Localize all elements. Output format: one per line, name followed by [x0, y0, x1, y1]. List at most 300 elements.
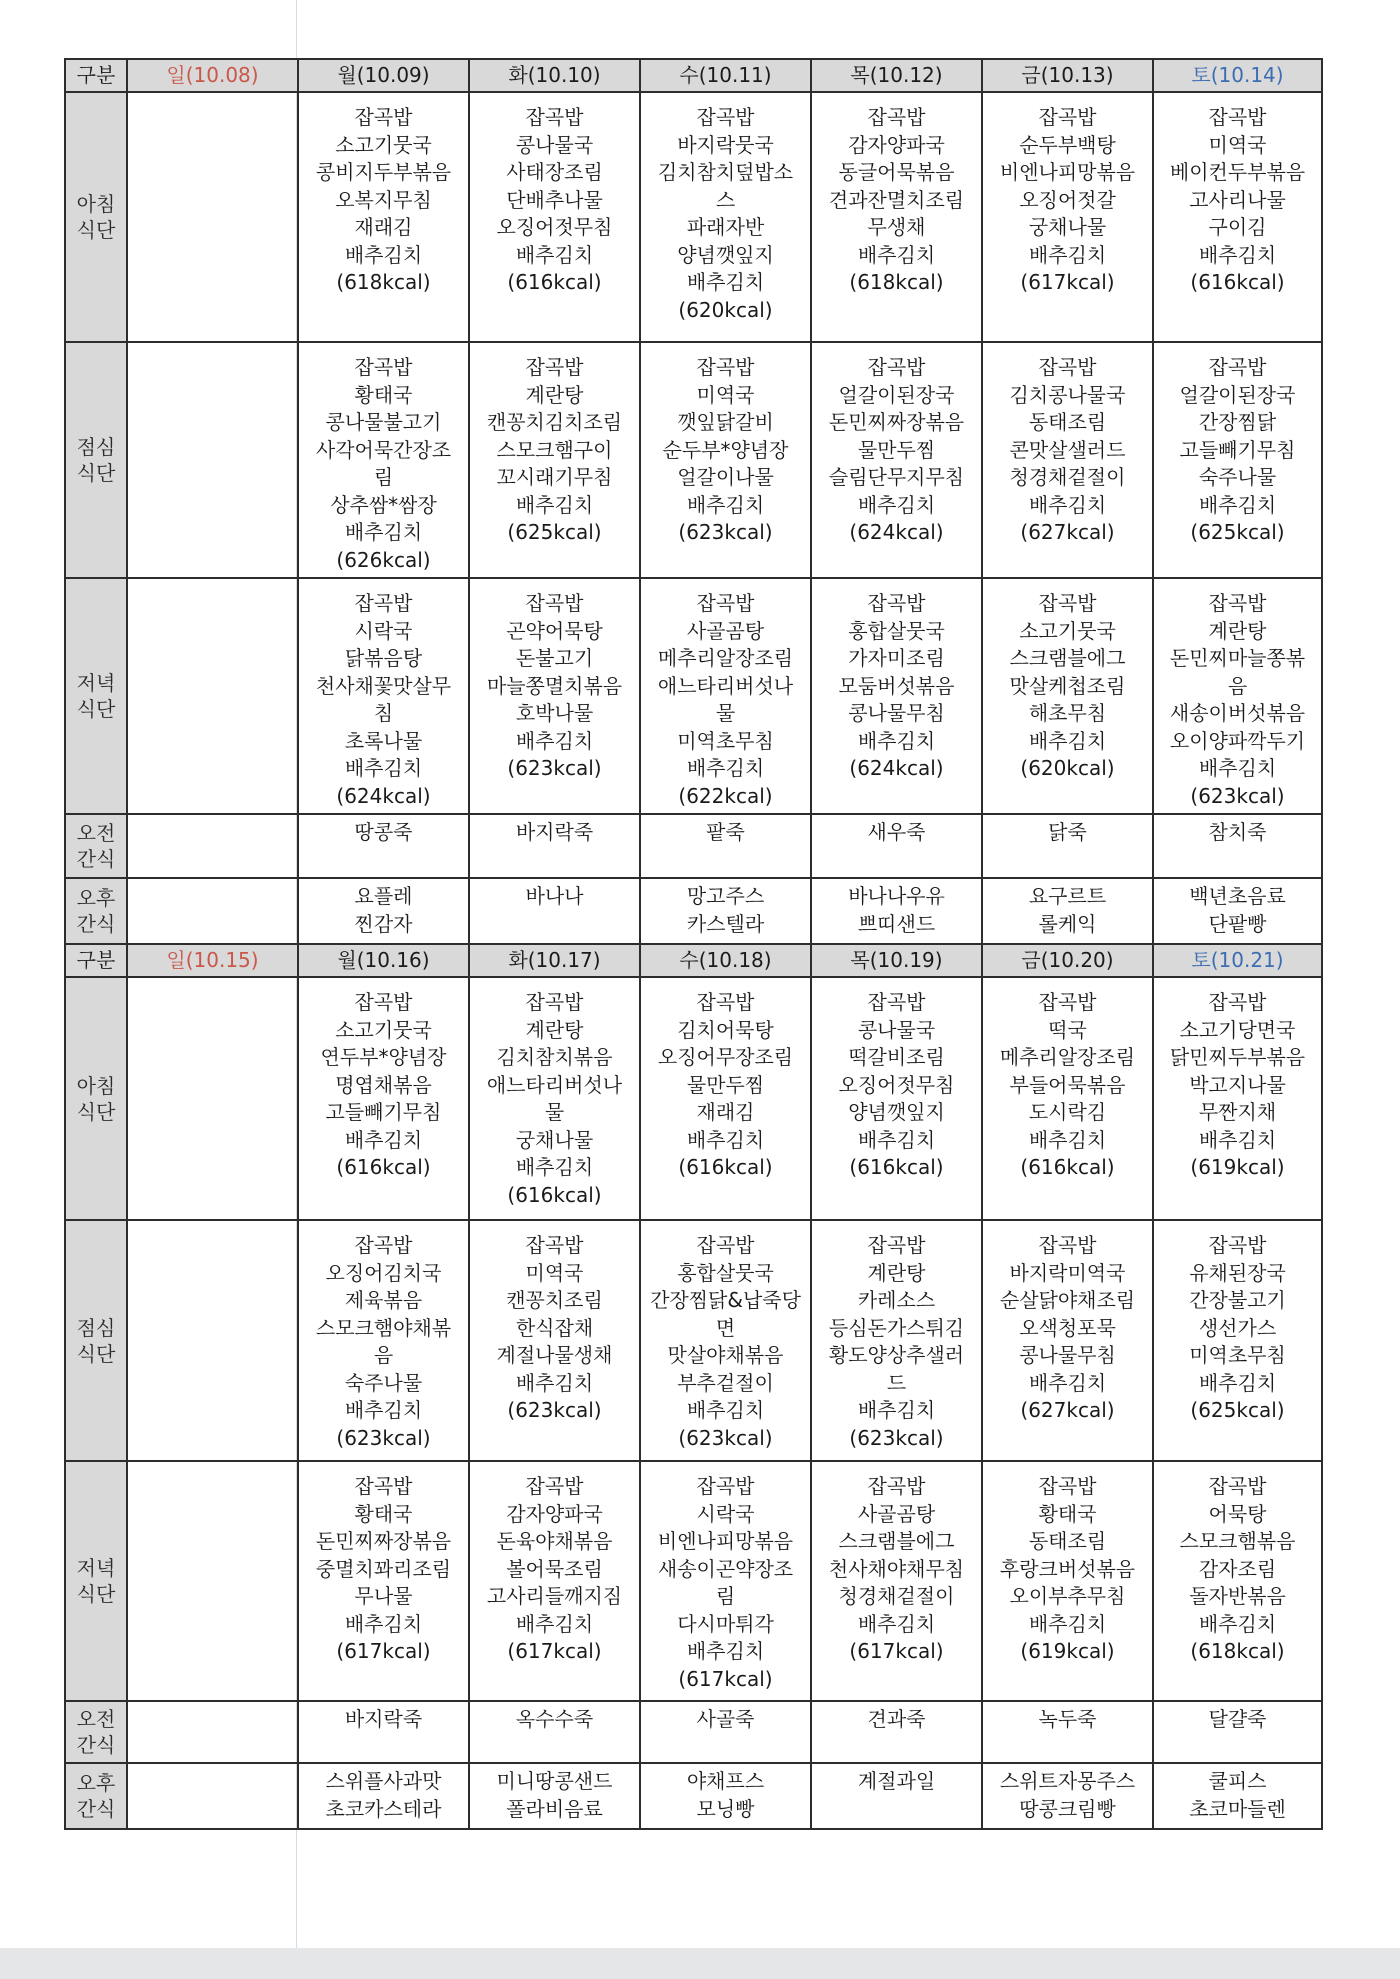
menu-item-list [641, 815, 810, 847]
menu-item: 오징어젓무침 [838, 1072, 955, 1097]
meal-label [65, 342, 127, 578]
menu-item: 배추김치 [857, 242, 936, 267]
menu-item: 잡곡밥 [867, 1474, 926, 1498]
menu-item-list [641, 343, 810, 547]
meal-menu-table [64, 58, 1323, 1830]
menu-item: 돈민찌마늘쫑볶 [1169, 646, 1306, 670]
day-header: 금(10.20) [982, 944, 1153, 977]
meal-label-line: 간식 [76, 912, 116, 936]
menu-item: 배추김치 [515, 1370, 594, 1395]
menu-cell [1153, 1763, 1322, 1829]
menu-item-list [812, 1221, 981, 1452]
menu-item: 콩나물국 [857, 1017, 936, 1042]
menu-item: 소고기뭇국 [1019, 618, 1116, 643]
menu-item: 오이양파깍두기 [1169, 728, 1306, 753]
day-header: 토(10.14) [1153, 59, 1322, 92]
menu-item: 제육볶음 [344, 1288, 423, 1312]
menu-item: 배추김치 [515, 492, 594, 517]
menu-item: 캔꽁치김치조림 [486, 410, 623, 434]
menu-item-list [470, 1462, 639, 1666]
menu-item-list [983, 93, 1152, 297]
menu-item-list [299, 93, 468, 297]
menu-item: 중멸치꽈리조림 [315, 1556, 452, 1581]
menu-item-list [1154, 1702, 1321, 1734]
menu-item-list [470, 1221, 639, 1425]
menu-item: 맛살야채볶음 [667, 1343, 784, 1367]
menu-item: (624kcal) [336, 783, 431, 808]
meal-label [65, 977, 127, 1220]
menu-cell [1153, 814, 1322, 878]
menu-item: 잡곡밥 [354, 105, 413, 129]
menu-cell [640, 342, 811, 578]
menu-item: 오색청포묵 [1019, 1315, 1116, 1340]
menu-item: 콩나물무침 [1019, 1343, 1116, 1367]
menu-item-list [641, 978, 810, 1182]
menu-cell [127, 1220, 298, 1461]
menu-item: (620kcal) [678, 297, 773, 322]
menu-item: 파래자반 [686, 215, 765, 239]
menu-cell [811, 814, 982, 878]
menu-item: 꼬시래기무침 [496, 465, 613, 489]
day-header: 일(10.08) [127, 59, 298, 92]
menu-item: (616kcal) [1190, 270, 1285, 294]
menu-cell [469, 878, 640, 944]
menu-item: 오이부추무침 [1009, 1584, 1126, 1608]
menu-cell [469, 977, 640, 1220]
menu-item: (616kcal) [678, 1155, 773, 1179]
meal-label-line: 오후 [76, 1771, 116, 1795]
menu-item: 배추김치 [515, 1611, 594, 1636]
menu-item: 잡곡밥 [1208, 990, 1267, 1014]
day-header: 금(10.13) [982, 59, 1153, 92]
menu-item: 초코카스테라 [325, 1796, 442, 1821]
menu-item: 콩비지두부볶음 [315, 160, 452, 184]
meal-label [65, 578, 127, 814]
menu-item: (623kcal) [336, 1425, 431, 1450]
menu-item: 비엔나피망볶음 [657, 1529, 794, 1553]
menu-item: 배추김치 [686, 492, 765, 517]
menu-item-list [983, 978, 1152, 1182]
menu-item: (623kcal) [507, 1398, 602, 1422]
menu-item-list [1154, 978, 1321, 1182]
menu-item: 배추김치 [515, 728, 594, 753]
menu-cell [1153, 342, 1322, 578]
menu-cell [640, 814, 811, 878]
menu-cell [127, 1701, 298, 1763]
menu-cell [469, 1763, 640, 1829]
menu-cell [982, 1763, 1153, 1829]
day-header: 화(10.17) [469, 944, 640, 977]
menu-item: 가자미조림 [848, 646, 945, 670]
category-header: 구분 [65, 944, 127, 977]
menu-item: 스모크햄야채볶 [315, 1315, 452, 1340]
menu-item: 돌자반볶음 [1189, 1584, 1286, 1608]
meal-label-line: 간식 [76, 1797, 116, 1821]
menu-item: 초록나물 [344, 728, 423, 753]
menu-item: 땅콩크림빵 [1019, 1796, 1116, 1821]
menu-cell [811, 977, 982, 1220]
menu-item-list [812, 1462, 981, 1666]
menu-item: 잡곡밥 [525, 105, 584, 129]
menu-cell [982, 342, 1153, 578]
menu-item: 궁채나물 [515, 1127, 594, 1152]
menu-item: 배추김치 [1028, 1127, 1107, 1152]
menu-cell [127, 342, 298, 578]
menu-item: (620kcal) [1020, 756, 1115, 780]
menu-item: 참치죽 [1208, 820, 1267, 844]
menu-cell [469, 342, 640, 578]
menu-item: 황태국 [1038, 1501, 1097, 1526]
menu-item: 바지락죽 [344, 1707, 423, 1731]
menu-item: 박고지나물 [1189, 1072, 1286, 1097]
menu-item: 잡곡밥 [525, 990, 584, 1014]
menu-cell [982, 578, 1153, 814]
day-header: 목(10.12) [811, 59, 982, 92]
menu-cell [127, 977, 298, 1220]
menu-item: 배추김치 [1028, 728, 1107, 753]
menu-cell [127, 578, 298, 814]
menu-item: (617kcal) [1020, 270, 1115, 294]
menu-item-list [299, 978, 468, 1182]
menu-item-list [299, 579, 468, 810]
menu-item: 잡곡밥 [696, 105, 755, 129]
menu-item: 배추김치 [857, 728, 936, 753]
menu-item: 새송이버섯볶음 [1169, 701, 1306, 725]
menu-item-list [812, 343, 981, 547]
menu-item: 돈민찌짜장볶음 [828, 410, 965, 434]
menu-item: 볼어묵조림 [506, 1556, 603, 1581]
day-header: 월(10.16) [298, 944, 469, 977]
menu-item: 상추쌈*쌈장 [330, 492, 437, 517]
menu-item: 쁘띠샌드 [857, 911, 936, 936]
menu-item: 배추김치 [1198, 1611, 1277, 1636]
menu-item: 홍합살뭇국 [677, 1260, 774, 1285]
menu-cell [127, 1763, 298, 1829]
meal-label-line: 식단 [76, 1341, 116, 1366]
menu-item: 등심돈가스튀김 [828, 1315, 965, 1340]
menu-item-list [299, 343, 468, 574]
menu-item-list [128, 815, 297, 819]
menu-item: (623kcal) [1190, 783, 1285, 808]
menu-item: 단팥빵 [1208, 911, 1267, 936]
menu-item: 김치콩나물국 [1009, 382, 1126, 407]
menu-item-list [128, 1764, 297, 1768]
menu-item: 배추김치 [1198, 242, 1277, 267]
menu-item: 잡곡밥 [525, 1474, 584, 1498]
menu-item: 미역초무침 [1189, 1343, 1286, 1367]
menu-item: 배추김치 [686, 270, 765, 294]
menu-item: (619kcal) [1020, 1639, 1115, 1663]
menu-item: 잡곡밥 [354, 591, 413, 615]
menu-item-list [641, 579, 810, 810]
menu-item: 카레소스 [857, 1288, 936, 1312]
scan-bottom-edge [0, 1948, 1400, 1979]
menu-item-list [470, 343, 639, 547]
menu-item: 곤약어묵탕 [506, 618, 603, 643]
menu-item-list [1154, 1462, 1321, 1666]
menu-item-list [983, 1221, 1152, 1425]
menu-item: 배추김치 [857, 1127, 936, 1152]
menu-item: 스크램블에그 [1009, 646, 1126, 670]
menu-item: 배추김치 [857, 1398, 936, 1422]
menu-item: 백년초음료 [1189, 884, 1286, 908]
menu-item-list [1154, 579, 1321, 810]
menu-item: 림 [715, 1584, 736, 1608]
menu-item: 배추김치 [1028, 1370, 1107, 1395]
menu-item-list [641, 879, 810, 938]
menu-item: 새우죽 [867, 820, 926, 844]
menu-item: 비엔나피망볶음 [999, 160, 1136, 184]
menu-cell [469, 92, 640, 342]
meal-label-line: 오전 [76, 1707, 116, 1731]
menu-cell [298, 578, 469, 814]
menu-item: (623kcal) [507, 756, 602, 780]
menu-item: (617kcal) [507, 1639, 602, 1663]
menu-item: 바나나우유 [848, 884, 945, 908]
menu-item: 사골죽 [696, 1707, 755, 1731]
menu-item: 물 [715, 701, 736, 725]
menu-cell [1153, 1701, 1322, 1763]
menu-item: 김치어묵탕 [677, 1017, 774, 1042]
menu-item: 새송이곤약장조 [657, 1556, 794, 1581]
menu-item-list [128, 93, 297, 104]
menu-item: (623kcal) [849, 1425, 944, 1450]
menu-cell [469, 1701, 640, 1763]
menu-item: (617kcal) [678, 1666, 773, 1691]
menu-item-list [299, 815, 468, 847]
menu-cell [469, 1220, 640, 1461]
menu-item: (623kcal) [678, 1425, 773, 1450]
menu-item: 오징어젓무침 [496, 215, 613, 239]
menu-item-list [812, 815, 981, 847]
menu-item: 슬림단무지무침 [828, 465, 965, 489]
day-header: 토(10.21) [1153, 944, 1322, 977]
menu-cell [811, 1701, 982, 1763]
meal-label-line: 식단 [76, 1099, 116, 1124]
menu-item-list [812, 879, 981, 938]
meal-label [65, 1220, 127, 1461]
menu-item: 동태조림 [1028, 410, 1107, 434]
menu-item: 청경채겉절이 [1009, 465, 1126, 489]
menu-item: 얼갈이된장국 [1179, 382, 1296, 407]
menu-item: 시락국 [696, 1501, 755, 1526]
menu-item: 잡곡밥 [1208, 591, 1267, 615]
week-1-header-row [65, 59, 1322, 92]
menu-item: 사태장조림 [506, 160, 603, 184]
menu-item: 잡곡밥 [696, 355, 755, 379]
menu-item: (618kcal) [849, 270, 944, 294]
menu-item: 오징어김치국 [325, 1260, 442, 1285]
menu-item-list [128, 579, 297, 590]
menu-item: 배추김치 [1198, 492, 1277, 517]
menu-item-list [641, 1462, 810, 1693]
menu-item: 잡곡밥 [1038, 591, 1097, 615]
menu-item: 배추김치 [1028, 1611, 1107, 1636]
menu-item: 황태국 [354, 1501, 413, 1526]
menu-item: (616kcal) [336, 1155, 431, 1179]
menu-cell [127, 878, 298, 944]
menu-item: 계절과일 [857, 1769, 936, 1793]
menu-item: 동태조림 [1028, 1529, 1107, 1553]
menu-item: 옥수수죽 [515, 1707, 594, 1731]
menu-item: 호박나물 [515, 701, 594, 725]
menu-item: 배추김치 [344, 1127, 423, 1152]
menu-item: 미역초무침 [677, 728, 774, 753]
menu-item: 무짠지채 [1198, 1100, 1277, 1124]
menu-item-list [983, 1764, 1152, 1823]
menu-item: 황태국 [354, 382, 413, 407]
menu-item: 미역국 [696, 382, 755, 407]
day-header: 화(10.10) [469, 59, 640, 92]
menu-item: 애느타리버섯나 [486, 1072, 623, 1097]
menu-item-list [470, 1702, 639, 1734]
menu-item: 배추김치 [344, 1611, 423, 1636]
menu-cell [1153, 977, 1322, 1220]
menu-item: 배추김치 [1028, 242, 1107, 267]
menu-item-list [641, 1764, 810, 1823]
menu-item: 달걀죽 [1208, 1707, 1267, 1731]
menu-item: 부추겉절이 [677, 1370, 774, 1395]
category-header: 구분 [65, 59, 127, 92]
menu-item: 바지락미역국 [1009, 1260, 1126, 1285]
menu-item: 잡곡밥 [867, 591, 926, 615]
menu-item: 요플레 [354, 884, 413, 908]
week-1-afternoon-snack-row [65, 878, 1322, 944]
meal-label [65, 1763, 127, 1829]
menu-cell [982, 977, 1153, 1220]
menu-item: 순살닭야채조림 [999, 1288, 1136, 1312]
menu-item-list [641, 1702, 810, 1734]
menu-cell [811, 578, 982, 814]
menu-item: 메추리알장조림 [999, 1045, 1136, 1069]
menu-item: 돈불고기 [515, 646, 594, 670]
menu-item: 초코마들렌 [1189, 1796, 1286, 1821]
menu-item: 잡곡밥 [696, 990, 755, 1014]
meal-label-line: 식단 [76, 218, 116, 242]
menu-item: 김치참치볶음 [496, 1045, 613, 1069]
menu-item: 스크램블에그 [838, 1529, 955, 1553]
menu-item-list [128, 1462, 297, 1473]
menu-cell [127, 92, 298, 342]
meal-label-line: 아침 [76, 1073, 116, 1098]
menu-item-list [1154, 1221, 1321, 1425]
menu-cell [1153, 92, 1322, 342]
menu-item: 재래김 [696, 1100, 755, 1124]
menu-item: 잡곡밥 [354, 1474, 413, 1498]
menu-item: 해초무침 [1028, 701, 1107, 725]
menu-cell [298, 1461, 469, 1701]
menu-item: 물만두찜 [686, 1072, 765, 1097]
menu-item: 잡곡밥 [354, 355, 413, 379]
menu-item: 미역국 [525, 1260, 584, 1285]
menu-item: 청경채겉절이 [838, 1584, 955, 1608]
menu-item: 잡곡밥 [1038, 990, 1097, 1014]
menu-item-list [470, 815, 639, 847]
menu-item-list [470, 1764, 639, 1823]
menu-item: 물 [544, 1100, 565, 1124]
menu-cell [298, 92, 469, 342]
menu-item: 고들빼기무침 [1179, 437, 1296, 462]
meal-label-line: 점심 [76, 435, 116, 459]
menu-item: 잡곡밥 [867, 105, 926, 129]
week-2-breakfast-row [65, 977, 1322, 1220]
meal-label [65, 878, 127, 944]
menu-item-list [128, 1221, 297, 1232]
meal-label-line: 오전 [76, 821, 116, 845]
menu-item: 닭볶음탕 [344, 646, 423, 670]
menu-item: (624kcal) [849, 520, 944, 544]
menu-item: 팥죽 [706, 820, 745, 844]
menu-item: 바나나 [525, 884, 584, 908]
menu-item-list [641, 1221, 810, 1452]
menu-item: (619kcal) [1190, 1155, 1285, 1179]
menu-cell [127, 1461, 298, 1701]
menu-item: 스위플사과맛 [325, 1769, 442, 1793]
menu-cell [469, 578, 640, 814]
menu-item: 소고기뭇국 [335, 1017, 432, 1042]
week-1-lunch-row [65, 342, 1322, 578]
menu-item: 캔꽁치조림 [506, 1288, 603, 1312]
meal-label [65, 1701, 127, 1763]
menu-item-list [128, 1702, 297, 1706]
menu-item: 유채된장국 [1189, 1260, 1286, 1285]
meal-label-line: 식단 [76, 697, 116, 721]
menu-item: 닭민찌두부볶음 [1169, 1045, 1306, 1069]
menu-item-list [812, 579, 981, 783]
menu-cell [640, 1701, 811, 1763]
menu-item: 찐감자 [354, 911, 413, 936]
week-2-morning-snack-row [65, 1701, 1322, 1763]
menu-cell [298, 1701, 469, 1763]
menu-item-list [299, 1221, 468, 1452]
menu-cell [298, 814, 469, 878]
menu-item: 녹두죽 [1038, 1707, 1097, 1731]
menu-item: 감자조림 [1198, 1556, 1277, 1581]
menu-item: 배추김치 [344, 756, 423, 780]
menu-item: 잡곡밥 [867, 990, 926, 1014]
menu-item: 잡곡밥 [696, 1474, 755, 1498]
menu-item: 사각어묵간장조 [315, 437, 452, 462]
menu-item: 배추김치 [515, 1155, 594, 1179]
menu-item: 계절나물생채 [496, 1343, 613, 1367]
menu-cell [1153, 1461, 1322, 1701]
menu-cell [1153, 1220, 1322, 1461]
menu-item: 계란탕 [867, 1260, 926, 1285]
menu-item: 무나물 [354, 1584, 413, 1608]
menu-item: 감자양파국 [506, 1501, 603, 1526]
menu-cell [298, 878, 469, 944]
meal-label-line: 간식 [76, 1733, 116, 1757]
menu-item: (623kcal) [678, 520, 773, 544]
menu-item: (617kcal) [336, 1639, 431, 1663]
menu-item-list [812, 1702, 981, 1734]
menu-item: 고들빼기무침 [325, 1100, 442, 1124]
menu-item: 폴라비음료 [506, 1796, 603, 1821]
menu-item: 애느타리버섯나 [657, 673, 794, 698]
menu-item: 명엽채볶음 [335, 1072, 432, 1097]
menu-item: 드 [886, 1370, 907, 1395]
menu-item-list [1154, 815, 1321, 847]
menu-item: (625kcal) [1190, 1398, 1285, 1422]
menu-item: 홍합살뭇국 [848, 618, 945, 643]
menu-item: 숙주나물 [1198, 465, 1277, 489]
menu-item: 스위트자몽주스 [999, 1769, 1136, 1793]
menu-item-list [299, 1702, 468, 1734]
menu-item: (618kcal) [1190, 1639, 1285, 1663]
menu-cell [640, 1763, 811, 1829]
menu-item: 천사채야채무침 [828, 1556, 965, 1581]
week-1-dinner-row [65, 578, 1322, 814]
